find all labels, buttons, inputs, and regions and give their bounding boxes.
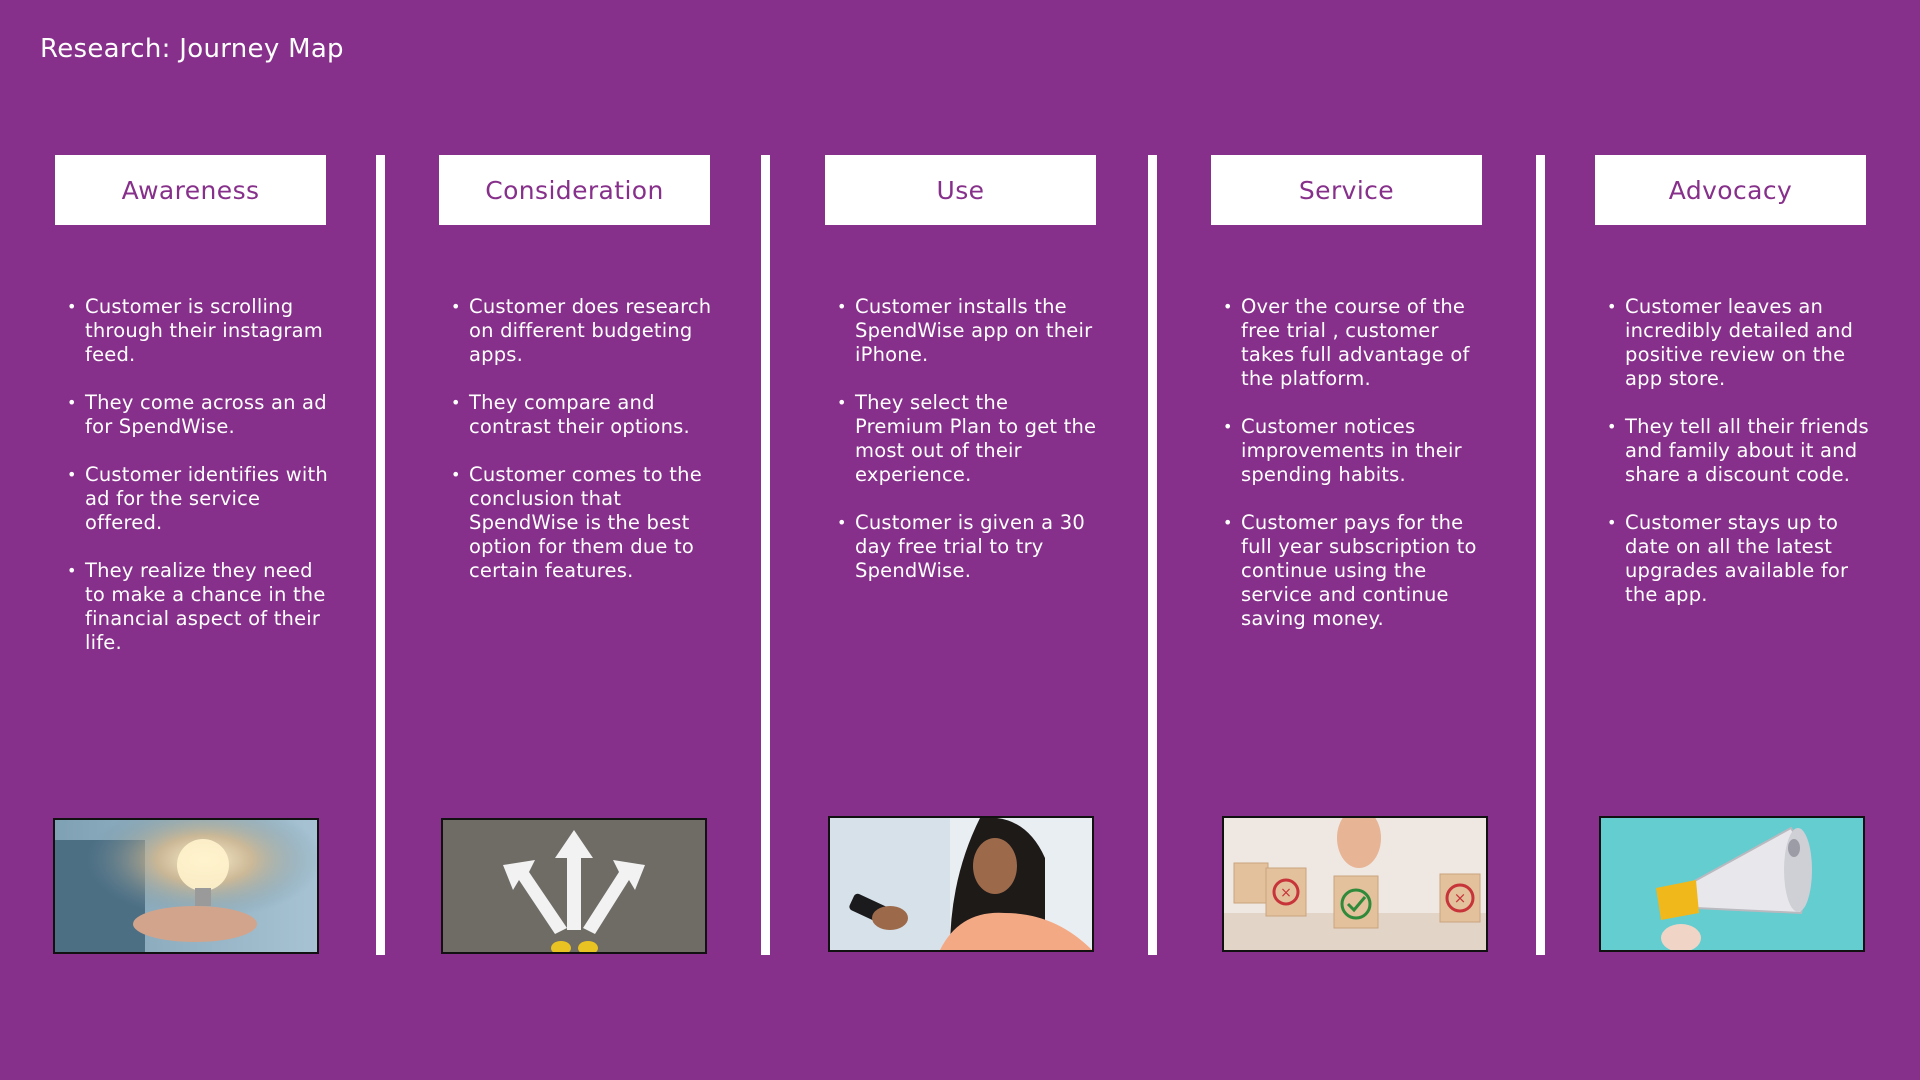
bullet-list <box>837 295 1102 607</box>
list-item: • Customer identifies with ad for the service offered. <box>67 463 332 535</box>
arrows-photo <box>441 818 707 954</box>
list-item: • Customer notices improvements in their spending habits. <box>1223 415 1488 487</box>
stage-header-advocacy <box>1595 155 1866 225</box>
stage-header-label: Consideration <box>485 175 664 205</box>
column-advocacy <box>1595 155 1895 606</box>
svg-text:×: × <box>1453 889 1467 907</box>
stage-header-use <box>825 155 1096 225</box>
stage-header-awareness <box>55 155 326 225</box>
column-divider <box>376 155 385 955</box>
column-use <box>825 155 1125 582</box>
list-item: • They realize they need to make a chance in the financial aspect of their life. <box>67 559 332 655</box>
woman-phone-photo <box>828 816 1094 952</box>
list-item: • Over the course of the free trial , customer takes full advantage of the platform. <box>1223 295 1488 391</box>
stage-header-label: Awareness <box>121 175 260 205</box>
stage-header-label: Use <box>936 175 985 205</box>
column-consideration <box>439 155 739 582</box>
stage-header-label: Advocacy <box>1668 175 1793 205</box>
list-item: • Customer leaves an incredibly detailed and positive review on the app store. <box>1607 295 1872 391</box>
stage-header-consideration <box>439 155 710 225</box>
bullet-list <box>67 295 332 679</box>
stage-header-label: Service <box>1298 175 1395 205</box>
list-item: • Customer does research on different budgeting apps. <box>451 295 716 367</box>
list-item: • Customer stays up to date on all the latest upgrades available for the app. <box>1607 511 1872 607</box>
list-item: • Customer installs the SpendWise app on their iPhone. <box>837 295 1102 367</box>
list-item: • They select the Premium Plan to get the most out of their experience. <box>837 391 1102 487</box>
list-item: • Customer pays for the full year subscription to continue using the service and continue saving money. <box>1223 511 1488 631</box>
column-awareness <box>55 155 355 654</box>
bullet-list <box>1607 295 1872 631</box>
column-divider <box>1536 155 1545 955</box>
list-item: • They compare and contrast their options. <box>451 391 716 439</box>
column-service <box>1211 155 1511 630</box>
page-title: Research: Journey Map <box>40 34 344 64</box>
list-item: • Customer comes to the conclusion that SpendWise is the best option for them due to certain features. <box>451 463 716 583</box>
svg-text:×: × <box>1280 885 1292 901</box>
list-item: • They tell all their friends and family about it and share a discount code. <box>1607 415 1872 487</box>
list-item: • Customer is given a 30 day free trial to try SpendWise. <box>837 511 1102 583</box>
lightbulb-photo <box>53 818 319 954</box>
checkmark-blocks-photo <box>1222 816 1488 952</box>
bullet-list <box>451 295 716 607</box>
column-divider <box>761 155 770 955</box>
stage-header-service <box>1211 155 1482 225</box>
column-divider <box>1148 155 1157 955</box>
list-item: • They come across an ad for SpendWise. <box>67 391 332 439</box>
list-item: • Customer is scrolling through their instagram feed. <box>67 295 332 367</box>
bullet-list <box>1223 295 1488 655</box>
megaphone-photo <box>1599 816 1865 952</box>
